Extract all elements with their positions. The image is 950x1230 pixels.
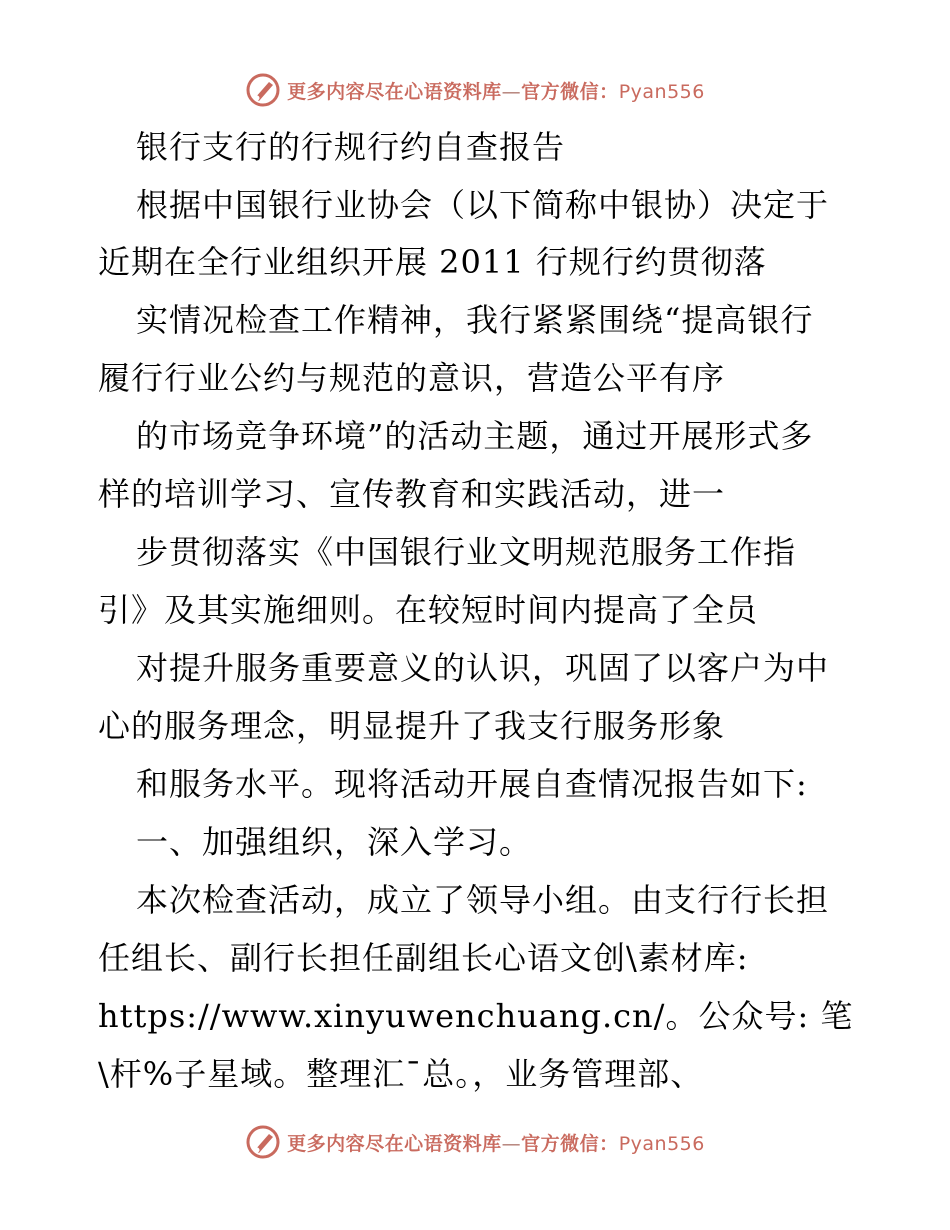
watermark-suffix: 官方微信：	[521, 1132, 619, 1155]
watermark-text	[287, 77, 705, 104]
watermark-suffix: 官方微信：	[521, 80, 619, 103]
watermark-header	[0, 70, 950, 110]
text-line: 引》及其实施细则。在较短时间内提高了全员	[98, 591, 759, 629]
watermark-separator: —	[501, 1132, 522, 1155]
text-line: 实情况检查工作精神，我行紧紧围绕“提高银行	[136, 301, 814, 339]
text-line: 心的服务理念，明显提升了我支行服务形象	[98, 707, 726, 745]
watermark-separator: —	[501, 80, 522, 103]
text-line: 根据中国银行业协会（以下简称中银协）决定于	[136, 186, 830, 224]
section-heading: 一、加强组织，深入学习。	[136, 823, 533, 861]
text-line: \杆%子星域。整理汇¯总。，业务管理部、	[98, 1055, 704, 1093]
text-line: https://www.xinyuwenchuang.cn/。公众号: 笔	[98, 997, 854, 1035]
document-title: 银行支行的行规行约自查报告	[136, 128, 566, 166]
text-line: 任组长、副行长担任副组长心语文创\素材库:	[98, 939, 749, 977]
text-line: 近期在全行业组织开展 2011 行规行约贯彻落	[98, 243, 767, 281]
text-line: 和服务水平。现将活动开展自查情况报告如下:	[136, 765, 808, 803]
text-line: 步贯彻落实《中国银行业文明规范服务工作指	[136, 533, 797, 571]
pen-circle-icon	[245, 72, 281, 108]
text-line: 的市场竞争环境”的活动主题，通过开展形式多	[136, 417, 814, 455]
watermark-brand: Pyan556	[618, 1132, 705, 1155]
text-line: 样的培训学习、宣传教育和实践活动，进一	[98, 475, 726, 513]
text-line: 履行行业公约与规范的意识，营造公平有序	[98, 359, 726, 397]
watermark-brand: Pyan556	[618, 80, 705, 103]
watermark-main: 更多内容尽在心语资料库	[287, 1132, 502, 1155]
watermark-main: 更多内容尽在心语资料库	[287, 80, 502, 103]
pen-circle-icon	[245, 1124, 281, 1160]
text-line: 对提升服务重要意义的认识，巩固了以客户为中	[136, 649, 830, 687]
watermark-text	[287, 1129, 705, 1156]
watermark-footer	[0, 1122, 950, 1162]
text-line: 本次检查活动，成立了领导小组。由支行行长担	[136, 881, 830, 919]
